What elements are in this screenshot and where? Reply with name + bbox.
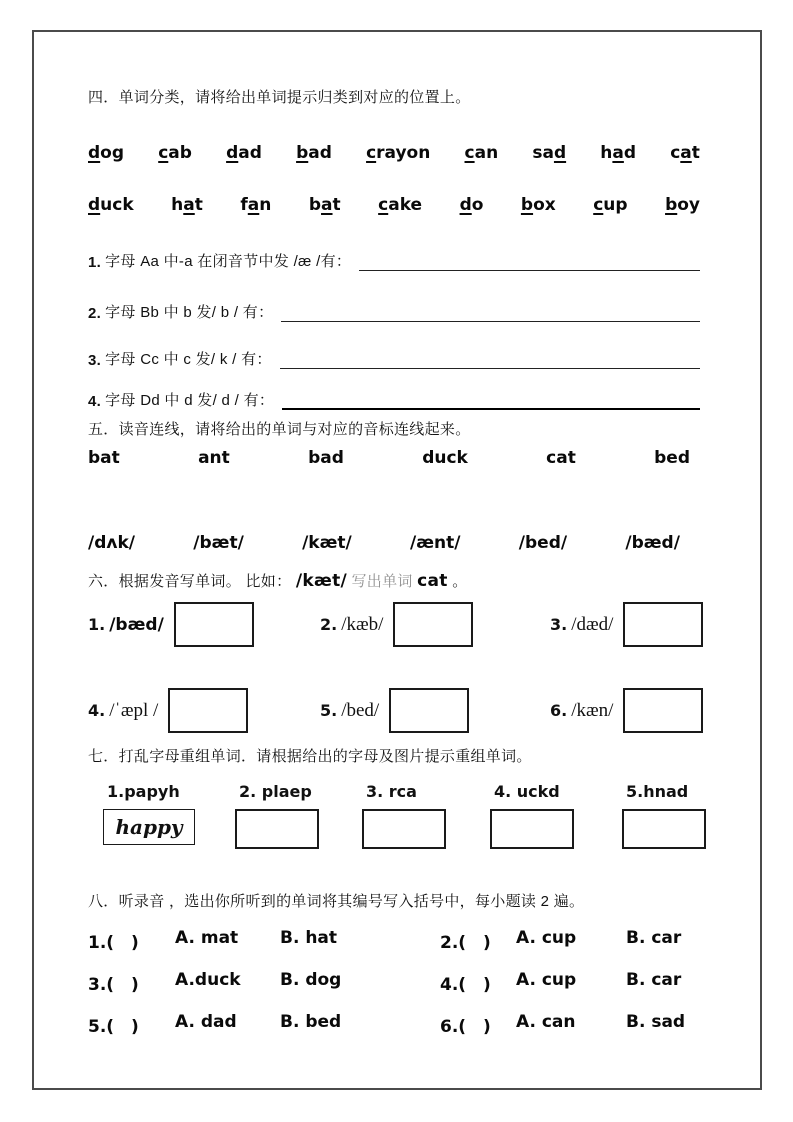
- phonetic-bad: /bæd/: [625, 533, 680, 553]
- scramble-2-letters: 2. plaep: [239, 782, 312, 801]
- item-5-ipa: /bed/: [341, 699, 380, 721]
- scramble-item-4: [490, 782, 590, 849]
- word-dad: dad: [226, 143, 262, 163]
- phonetic-bat: /bæt/: [193, 533, 244, 553]
- section6-item-3: [550, 602, 703, 647]
- question-3: [88, 348, 700, 369]
- section6-title-prefix: 六．根据发音写单词。 比如：: [88, 573, 292, 590]
- section4-word-row-2: [88, 195, 700, 215]
- word-sad: sad: [532, 143, 567, 163]
- scramble-item-3: [362, 782, 462, 849]
- word-fan: fan: [240, 195, 272, 215]
- item-1-answer-box[interactable]: [174, 602, 254, 647]
- question-1-text: 字母 Aa 中-a 在闭音节中发 /æ /有：: [105, 253, 352, 270]
- question-1: [88, 250, 700, 271]
- scramble-item-2: [235, 782, 335, 849]
- question-4-text: 字母 Dd 中 d 发/ d / 有：: [105, 392, 275, 409]
- question-3-number: 3.: [88, 352, 102, 369]
- item-3-number: 3.: [550, 615, 568, 634]
- section8-title: 八．听录音 ，选出你所听到的单词将其编号写入括号中，每小题读 2 遍。: [88, 893, 585, 910]
- match-word-bat: bat: [88, 448, 120, 468]
- phonetic-bed: /bed/: [518, 533, 568, 553]
- word-cat: cat: [670, 143, 700, 163]
- word-cup: cup: [593, 195, 628, 215]
- listen-1-option-a: A. mat: [175, 928, 239, 948]
- listen-2-number-paren[interactable]: 2.( ): [440, 933, 491, 953]
- scramble-4-answer-box[interactable]: [490, 809, 574, 849]
- word-crayon: crayon: [366, 143, 431, 163]
- item-5-number: 5.: [320, 701, 338, 720]
- phonetic-duck: /dʌk/: [88, 533, 135, 553]
- listen-5-number-paren[interactable]: 5.( ): [88, 1017, 139, 1037]
- section6-title-mid: 写出单词: [351, 573, 413, 590]
- question-2-answer-blank[interactable]: [281, 302, 700, 322]
- word-bad: bad: [296, 143, 332, 163]
- match-word-bad: bad: [308, 448, 344, 468]
- scramble-1-answer-text: happy: [115, 815, 183, 839]
- listen-4-option-b: B. car: [626, 970, 682, 990]
- listen-6-option-a: A. can: [516, 1012, 576, 1032]
- scramble-3-answer-box[interactable]: [362, 809, 446, 849]
- scramble-item-5: [622, 782, 722, 849]
- item-1-number: 1.: [88, 615, 106, 634]
- section4-word-row-1: [88, 143, 700, 163]
- section6-row-1: [88, 602, 720, 652]
- word-cab: cab: [158, 143, 192, 163]
- section5-phonetics-row: [88, 533, 680, 553]
- question-2: [88, 301, 700, 322]
- word-duck: duck: [88, 195, 134, 215]
- listen-4-number-paren[interactable]: 4.( ): [440, 975, 491, 995]
- scramble-1-answer-box[interactable]: [103, 809, 195, 845]
- word-box: box: [520, 195, 556, 215]
- item-4-number: 4.: [88, 701, 106, 720]
- listen-1-option-b: B. hat: [280, 928, 338, 948]
- listen-3-option-a: A.duck: [175, 970, 241, 990]
- scramble-5-letters: 5.hnad: [626, 782, 689, 801]
- listen-5-option-a: A. dad: [175, 1012, 237, 1032]
- scramble-1-letters: 1.papyh: [107, 782, 180, 801]
- section6-title-suffix: 。: [452, 573, 468, 590]
- word-dog: dog: [88, 143, 125, 163]
- item-3-answer-box[interactable]: [623, 602, 703, 647]
- listen-3-option-b: B. dog: [280, 970, 342, 990]
- phonetic-ant: /ænt/: [410, 533, 461, 553]
- listen-1-number-paren[interactable]: 1.( ): [88, 933, 139, 953]
- question-1-answer-blank[interactable]: [359, 251, 700, 271]
- word-do: do: [459, 195, 484, 215]
- section6-example-word: cat: [417, 571, 448, 591]
- item-2-answer-box[interactable]: [393, 602, 473, 647]
- listen-2-option-a: A. cup: [516, 928, 577, 948]
- section8-row-2: [88, 970, 708, 995]
- word-bat: bat: [308, 195, 341, 215]
- item-2-number: 2.: [320, 615, 338, 634]
- scramble-3-letters: 3. rca: [366, 782, 417, 801]
- scramble-item-1: [103, 782, 203, 845]
- section7-items: [103, 782, 703, 854]
- listen-2-option-b: B. car: [626, 928, 682, 948]
- section5-title: 五．读音连线，请将给出的单词与对应的音标连线起来。: [88, 421, 471, 438]
- listen-3-number-paren[interactable]: 3.( ): [88, 975, 139, 995]
- section6-example-ipa: /kæt/: [295, 571, 348, 591]
- question-4-number: 4.: [88, 393, 102, 410]
- listen-6-number-paren[interactable]: 6.( ): [440, 1017, 491, 1037]
- item-6-ipa: /kæn/: [571, 699, 614, 721]
- word-had: had: [600, 143, 637, 163]
- question-2-text: 字母 Bb 中 b 发/ b / 有：: [105, 304, 274, 321]
- word-hat: hat: [171, 195, 203, 215]
- match-word-ant: ant: [198, 448, 230, 468]
- section5-words-row: [88, 448, 690, 468]
- section8-row-1: [88, 928, 708, 953]
- item-3-ipa: /dæd/: [571, 613, 614, 635]
- listen-6-option-b: B. sad: [626, 1012, 686, 1032]
- word-can: can: [464, 143, 499, 163]
- question-3-answer-blank[interactable]: [280, 349, 700, 369]
- section6-item-4: [88, 688, 248, 733]
- word-cake: cake: [378, 195, 423, 215]
- item-5-answer-box[interactable]: [389, 688, 469, 733]
- section4-title: 四．单词分类，请将给出单词提示归类到对应的位置上。: [88, 89, 471, 106]
- item-2-ipa: /kæb/: [341, 613, 384, 635]
- item-6-answer-box[interactable]: [623, 688, 703, 733]
- question-3-text: 字母 Cc 中 c 发/ k / 有：: [105, 351, 272, 368]
- question-2-number: 2.: [88, 305, 102, 322]
- listen-4-option-a: A. cup: [516, 970, 577, 990]
- scramble-2-answer-box[interactable]: [235, 809, 319, 849]
- item-4-ipa: /ˈæpl /: [109, 699, 159, 721]
- section6-item-2: [320, 602, 473, 647]
- section6-title: [88, 570, 468, 591]
- section6-item-6: [550, 688, 703, 733]
- scramble-5-answer-box[interactable]: [622, 809, 706, 849]
- question-4: [88, 389, 700, 410]
- scramble-4-letters: 4. uckd: [494, 782, 560, 801]
- match-word-cat: cat: [546, 448, 576, 468]
- item-6-number: 6.: [550, 701, 568, 720]
- section8-row-3: [88, 1012, 708, 1037]
- section6-item-1: [88, 602, 254, 647]
- phonetic-cat: /kæt/: [302, 533, 352, 553]
- item-1-ipa: /bæd/: [109, 614, 164, 635]
- word-boy: boy: [665, 195, 700, 215]
- question-4-answer-blank[interactable]: [282, 390, 700, 410]
- listen-5-option-b: B. bed: [280, 1012, 342, 1032]
- section6-item-5: [320, 688, 469, 733]
- match-word-duck: duck: [422, 448, 468, 468]
- question-1-number: 1.: [88, 254, 102, 271]
- match-word-bed: bed: [654, 448, 690, 468]
- item-4-answer-box[interactable]: [168, 688, 248, 733]
- section7-title: 七．打乱字母重组单词．请根据给出的字母及图片提示重组单词。: [88, 748, 532, 765]
- section6-row-2: [88, 688, 720, 738]
